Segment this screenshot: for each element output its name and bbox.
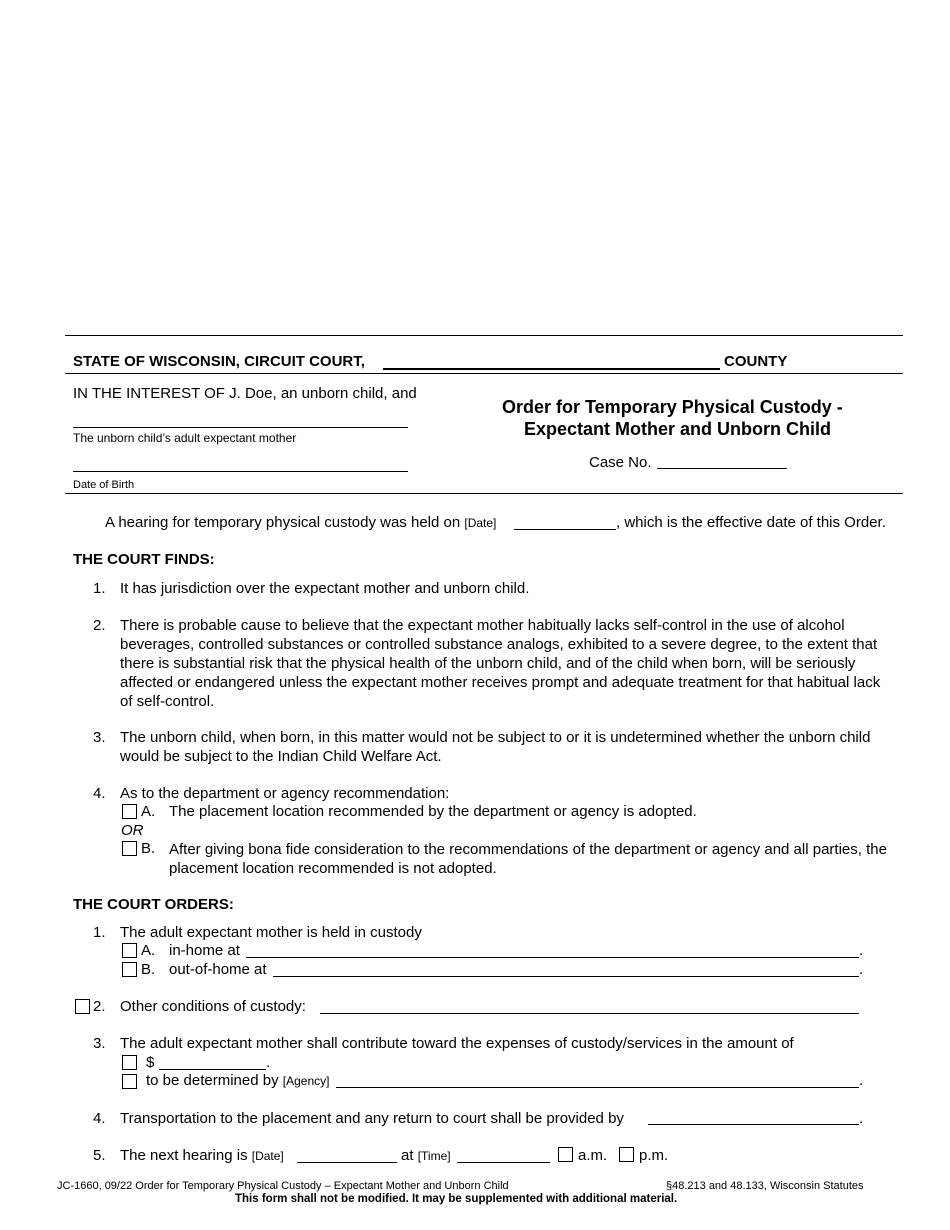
order-5-number: 5. xyxy=(93,1147,106,1164)
order-2-number: 2. xyxy=(93,998,106,1015)
hearing-sentence xyxy=(105,514,496,531)
order-3-text: The adult expectant mother shall contribute toward the expenses of custody/services in the amount of xyxy=(120,1035,794,1052)
at-label: at xyxy=(401,1147,414,1164)
next-hearing-date-field[interactable] xyxy=(297,1162,397,1163)
order-3-amount-checkbox[interactable] xyxy=(122,1055,137,1070)
order-3-number: 3. xyxy=(93,1035,106,1052)
transportation-period: . xyxy=(859,1110,864,1127)
finding-2-text: There is probable cause to believe that the expectant mother habitually lacks self-control in the use of alcohol beverages, controlled substances or controlled substance analogs, exhibited to a severe degree, to the extent that there is substantial risk that the physical health of the unborn child, and of the child when born, will be seriously affected or endangered unless the expectant mother receives prompt and adequate treatment for that habitual lack of self-control. xyxy=(120,617,881,710)
next-hearing-time-label: [Time] xyxy=(417,1149,451,1163)
order-2-checkbox[interactable] xyxy=(75,999,90,1014)
dollar-sign: $ xyxy=(146,1054,155,1071)
court-heading: STATE OF WISCONSIN, CIRCUIT COURT, xyxy=(73,353,365,370)
order-1a-text: in-home at xyxy=(169,942,240,959)
finding-3-text: The unborn child, when born, in this matter would not be subject to or it is undetermined whether the unborn child would be subject to the Indian Child Welfare Act. xyxy=(120,729,871,765)
hearing-date-field[interactable] xyxy=(514,529,616,530)
header-top-rule xyxy=(65,335,903,336)
pm-checkbox[interactable] xyxy=(619,1147,634,1162)
finding-4a-text: The placement location recommended by the department or agency is adopted. xyxy=(169,803,697,820)
order-1b-period: . xyxy=(859,961,864,978)
order-3-tbd-checkbox[interactable] xyxy=(122,1074,137,1089)
agency-period: . xyxy=(859,1072,864,1089)
out-of-home-location-field[interactable] xyxy=(273,976,859,977)
court-finds-heading: THE COURT FINDS: xyxy=(73,551,215,568)
other-conditions-field[interactable] xyxy=(320,1013,859,1014)
or-text: OR xyxy=(121,822,144,839)
mother-name-label: The unborn child’s adult expectant mother xyxy=(73,431,297,445)
interest-of-text: IN THE INTEREST OF J. Doe, an unborn child, and xyxy=(73,385,417,402)
agency-label: [Agency] xyxy=(282,1074,330,1088)
order-4-number: 4. xyxy=(93,1110,106,1127)
next-hearing-at xyxy=(401,1147,451,1164)
amount-field[interactable] xyxy=(159,1069,266,1070)
hearing-suffix: , which is the effective date of this Order. xyxy=(616,514,886,531)
order-3-tbd-text xyxy=(146,1072,329,1089)
order-2-text: Other conditions of custody: xyxy=(120,998,306,1015)
order-1a-letter: A. xyxy=(141,942,156,959)
pm-label: p.m. xyxy=(639,1147,669,1164)
order-1b-letter: B. xyxy=(141,961,156,978)
form-title-line2: Expectant Mother and Unborn Child xyxy=(524,419,832,439)
hearing-prefix: A hearing for temporary physical custody was held on xyxy=(105,514,461,531)
am-label: a.m. xyxy=(578,1147,608,1164)
footer-statutes: §48.213 and 48.133, Wisconsin Statutes xyxy=(666,1180,864,1192)
finding-3-number: 3. xyxy=(93,729,106,746)
agency-field[interactable] xyxy=(336,1087,859,1088)
finding-1-text: It has jurisdiction over the expectant mother and unborn child. xyxy=(120,580,530,597)
transportation-provider-field[interactable] xyxy=(648,1124,859,1125)
in-home-location-field[interactable] xyxy=(246,957,859,958)
order-1b-text: out-of-home at xyxy=(169,961,267,978)
next-hearing-time-field[interactable] xyxy=(457,1162,550,1163)
county-label: COUNTY xyxy=(724,353,788,370)
am-checkbox[interactable] xyxy=(558,1147,573,1162)
caption-bottom-rule xyxy=(65,493,903,494)
dob-label: Date of Birth xyxy=(73,479,135,491)
finding-4-number: 4. xyxy=(93,785,106,802)
court-orders-heading: THE COURT ORDERS: xyxy=(73,896,234,913)
tbd-label: to be determined by xyxy=(146,1072,279,1089)
order-1-number: 1. xyxy=(93,924,106,941)
order-1a-checkbox[interactable] xyxy=(122,943,137,958)
order-4-text: Transportation to the placement and any return to court shall be provided by xyxy=(120,1110,624,1127)
hearing-date-label: [Date] xyxy=(464,516,497,530)
next-hearing-label: The next hearing is xyxy=(120,1147,248,1164)
form-title-line1: Order for Temporary Physical Custody - xyxy=(502,397,843,417)
footer-form-id: JC-1660, 09/22 Order for Temporary Physical Custody – Expectant Mother and Unborn Child xyxy=(57,1180,509,1192)
finding-4a-checkbox[interactable] xyxy=(122,804,137,819)
next-hearing-date-label: [Date] xyxy=(251,1149,284,1163)
finding-4b-letter: B. xyxy=(141,840,156,857)
header-mid-rule xyxy=(65,373,903,374)
order-1-text: The adult expectant mother is held in custody xyxy=(120,924,422,941)
footer-notice: This form shall not be modified. It may be supplemented with additional material. xyxy=(235,1193,678,1205)
order-1a-period: . xyxy=(859,942,864,959)
case-no-label: Case No. xyxy=(589,454,652,471)
amount-period: . xyxy=(266,1054,271,1071)
case-no-field[interactable] xyxy=(657,468,787,469)
finding-2-number: 2. xyxy=(93,617,106,634)
finding-4b-text: After giving bona fide consideration to the recommendations of the department or agency and all parties, the placement location recommended is not adopted. xyxy=(169,841,887,877)
finding-4a-letter: A. xyxy=(141,803,156,820)
mother-name-field[interactable] xyxy=(73,427,408,428)
order-5-text xyxy=(120,1147,284,1164)
order-1b-checkbox[interactable] xyxy=(122,962,137,977)
county-name-field[interactable] xyxy=(383,368,720,370)
finding-1-number: 1. xyxy=(93,580,106,597)
finding-4b-checkbox[interactable] xyxy=(122,841,137,856)
dob-field[interactable] xyxy=(73,471,408,472)
finding-4-text: As to the department or agency recommendation: xyxy=(120,785,450,802)
